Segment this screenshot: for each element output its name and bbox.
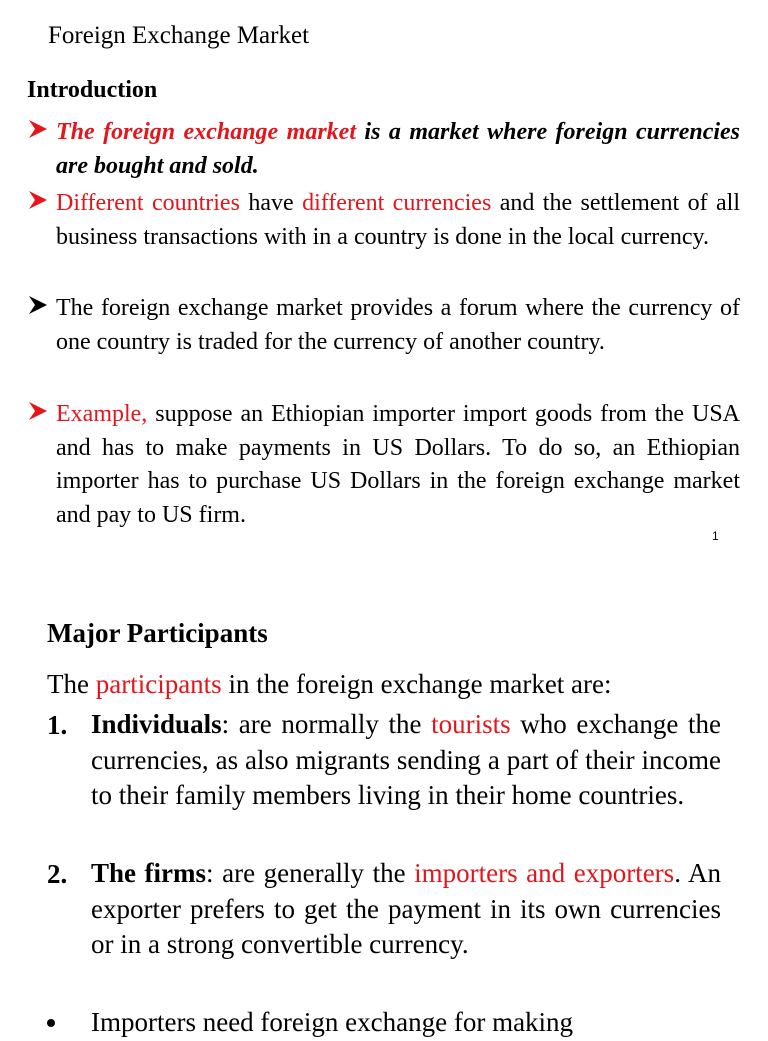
highlight-text: Different countries [56, 190, 240, 216]
highlight-text: Example, [56, 401, 148, 427]
highlight-text: different currencies [302, 190, 492, 216]
term-text: The firms [91, 858, 207, 888]
arrow-bullet-icon [27, 189, 49, 211]
highlight-text: importers and exporters [414, 858, 675, 888]
list-number: 1. [47, 710, 68, 740]
text-span: in the foreign exchange market are: [221, 669, 612, 699]
highlight-text: tourists [431, 709, 511, 739]
bullet-definition [27, 116, 740, 183]
list-item-individuals [47, 707, 721, 814]
text-span: is a market where foreign currencies are bought and sold. [56, 119, 741, 179]
list-item-text: Importers need foreign exchange for making [91, 1007, 574, 1037]
term-text: Individuals [91, 709, 222, 739]
text-span: have [239, 190, 303, 216]
bullet-text: The foreign exchange market provides a forum where the currency of one country is traded for the currency of another country. [56, 295, 740, 355]
bullet-text [56, 398, 740, 532]
text-span: . An exporter prefers to get the payment in its own currencies or in a strong convertible currency. [91, 858, 721, 959]
slide-major-participants [0, 600, 768, 1037]
list-number: 2. [47, 859, 68, 889]
text-span: suppose an Ethiopian importer import goods from the USA and has to make payments in US Dollars. To do so, an Ethiopian importer has to purchase US Dollars in the foreign exchange market and pay to US firm. [56, 401, 740, 528]
slide-title: Major Participants [47, 618, 268, 648]
section-heading: Introduction [27, 77, 158, 103]
highlight-text: The foreign exchange market [56, 119, 356, 145]
bullet-example [27, 398, 740, 532]
slide-title: Foreign Exchange Market [48, 22, 310, 49]
lead-sentence [47, 666, 612, 702]
bullet-currencies [27, 187, 740, 254]
text-span: who exchange the currencies, as also migrants sending a part of their income to their family members living in their home countries. [91, 709, 721, 810]
bullet-text [56, 116, 740, 183]
text-span: and the settlement of all business transactions with in a country is done in the local currency. [56, 190, 740, 250]
bullet-forum [27, 292, 740, 359]
arrow-bullet-icon [27, 400, 49, 422]
text-span: The [47, 669, 96, 699]
list-item-firms [47, 856, 721, 963]
text-span: : are normally the [221, 709, 432, 739]
list-item-text [91, 707, 721, 814]
list-item-importers [47, 1005, 721, 1041]
bullet-text [56, 187, 740, 254]
list-item-text [91, 856, 721, 963]
text-span: : are generally the [206, 858, 415, 888]
bullet-dot-icon [47, 1019, 55, 1027]
highlight-text: participants [95, 669, 222, 699]
arrow-bullet-icon [27, 118, 49, 140]
arrow-bullet-icon [27, 294, 49, 316]
page-number: 1 [712, 529, 719, 543]
